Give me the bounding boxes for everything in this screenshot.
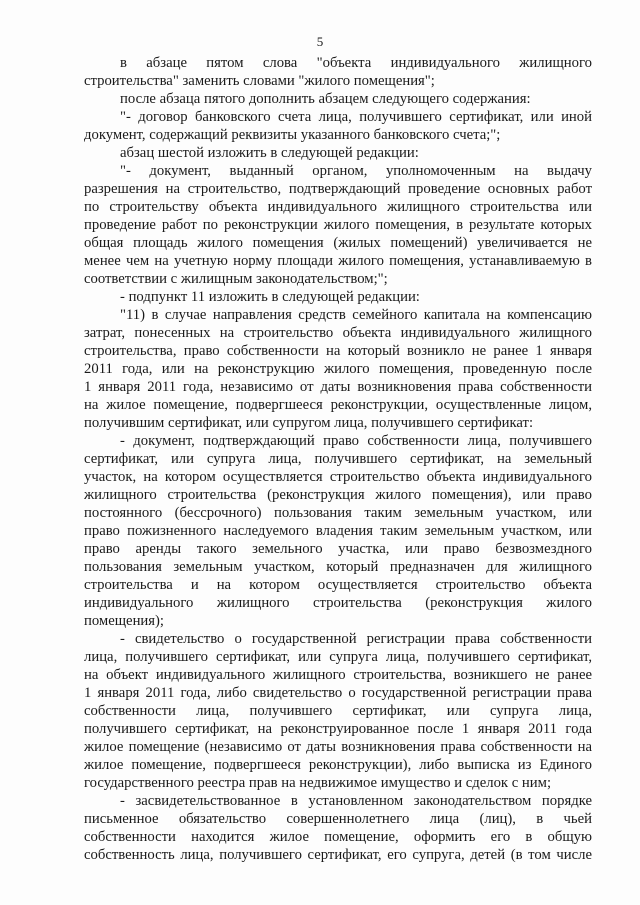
- text-line: право пожизненного наследуемого владения таким земельным участком, или: [84, 523, 592, 539]
- text-line: письменное обязательство совершеннолетнего лица (лиц), в чьей: [84, 811, 592, 827]
- text-line: "- договор банковского счета лица, получившего сертификат, или иной: [120, 109, 592, 125]
- text-line: абзац шестой изложить в следующей редакции:: [120, 145, 419, 161]
- text-line: - подпункт 11 изложить в следующей редакции:: [120, 289, 420, 305]
- text-line: жилое помещение, подвергшееся реконструкции), либо выписка из Единого: [84, 757, 592, 773]
- text-line: помещения);: [84, 613, 165, 629]
- text-line: пользования земельным участком, который предназначен для жилищного: [84, 559, 592, 575]
- text-line: получившего сертификат, на реконструированное после 1 января 2011 года: [84, 721, 592, 737]
- text-line: сертификат, или супруга лица, получившего сертификат, на земельный: [84, 451, 592, 467]
- text-line: строительства" заменить словами "жилого помещения";: [84, 73, 435, 89]
- text-line: после абзаца пятого дополнить абзацем следующего содержания:: [120, 91, 531, 107]
- text-line: затрат, понесенных на строительство объекта индивидуального жилищного: [84, 325, 592, 341]
- text-line: 2011 года, или на реконструкцию жилого помещения, проведенную после: [84, 361, 592, 377]
- text-line: на объект индивидуального жилищного строительства, возникшего не ранее: [84, 667, 592, 683]
- text-line: в абзаце пятом слова "объекта индивидуального жилищного: [120, 55, 592, 71]
- page-number: 5: [316, 34, 324, 49]
- text-line: строительства и на котором осуществляется строительство объекта: [84, 577, 592, 593]
- text-line: 1 января 2011 года, независимо от даты возникновения права собственности: [84, 379, 592, 395]
- text-line: собственность лица, получившего сертификат, его супруга, детей (в том числе: [84, 847, 592, 863]
- text-line: "11) в случае направления средств семейного капитала на компенсацию: [120, 307, 592, 323]
- text-line: лица, получившего сертификат, или супруга лица, получившего сертификат,: [84, 649, 592, 665]
- text-line: участок, на котором осуществляется строительство объекта индивидуального: [84, 469, 592, 485]
- text-line: - засвидетельствованное в установленном законодательством порядке: [120, 793, 592, 809]
- text-line: разрешения на строительство, подтверждающий проведение основных работ: [84, 181, 592, 197]
- text-line: 1 января 2011 года, либо свидетельство о государственной регистрации права: [84, 685, 592, 701]
- text-line: - документ, подтверждающий право собственности лица, получившего: [120, 433, 592, 449]
- text-line: получившим сертификат, или супругом лица, получившего сертификат:: [84, 415, 534, 431]
- text-line: индивидуального жилищного строительства (реконструкция жилого: [84, 595, 592, 611]
- text-line: - свидетельство о государственной регистрации права собственности: [120, 631, 592, 647]
- text-line: соответствии с жилищным законодательством;";: [84, 271, 388, 287]
- text-line: проведение работ по реконструкции жилого помещения, в результате которых: [84, 217, 592, 233]
- text-line: постоянного (бессрочного) пользования таким земельным участком, или: [84, 505, 592, 521]
- text-line: собственности лица, получившего сертификат, или супруга лица,: [84, 703, 592, 719]
- text-line: по строительству объекта индивидуального жилищного строительства или: [84, 199, 592, 215]
- text-line: строительства, право собственности на который возникло не ранее 1 января: [84, 343, 592, 359]
- text-line: право аренды такого земельного участка, или право безвозмездного: [84, 541, 592, 557]
- text-line: общая площадь жилого помещения (жилых помещений) увеличивается не: [84, 235, 592, 251]
- text-line: документ, содержащий реквизиты указанного банковского счета;";: [84, 127, 501, 143]
- text-line: собственности находится жилое помещение, оформить его в общую: [84, 829, 592, 845]
- text-line: жилищного строительства (реконструкция жилого помещения), или право: [84, 487, 592, 503]
- text-line: жилое помещение (независимо от даты возникновения права собственности на: [84, 739, 592, 755]
- document-body: [84, 54, 592, 864]
- text-line: "- документ, выданный органом, уполномоченным на выдачу: [120, 163, 592, 179]
- text-line: государственного реестра прав на недвижимое имущество и сделок с ним;: [84, 775, 552, 791]
- text-line: на жилое помещение, подвергшееся реконструкции, осуществленные лицом,: [84, 397, 592, 413]
- text-line: менее чем на учетную норму площади жилого помещения, устанавливаемую в: [84, 253, 592, 269]
